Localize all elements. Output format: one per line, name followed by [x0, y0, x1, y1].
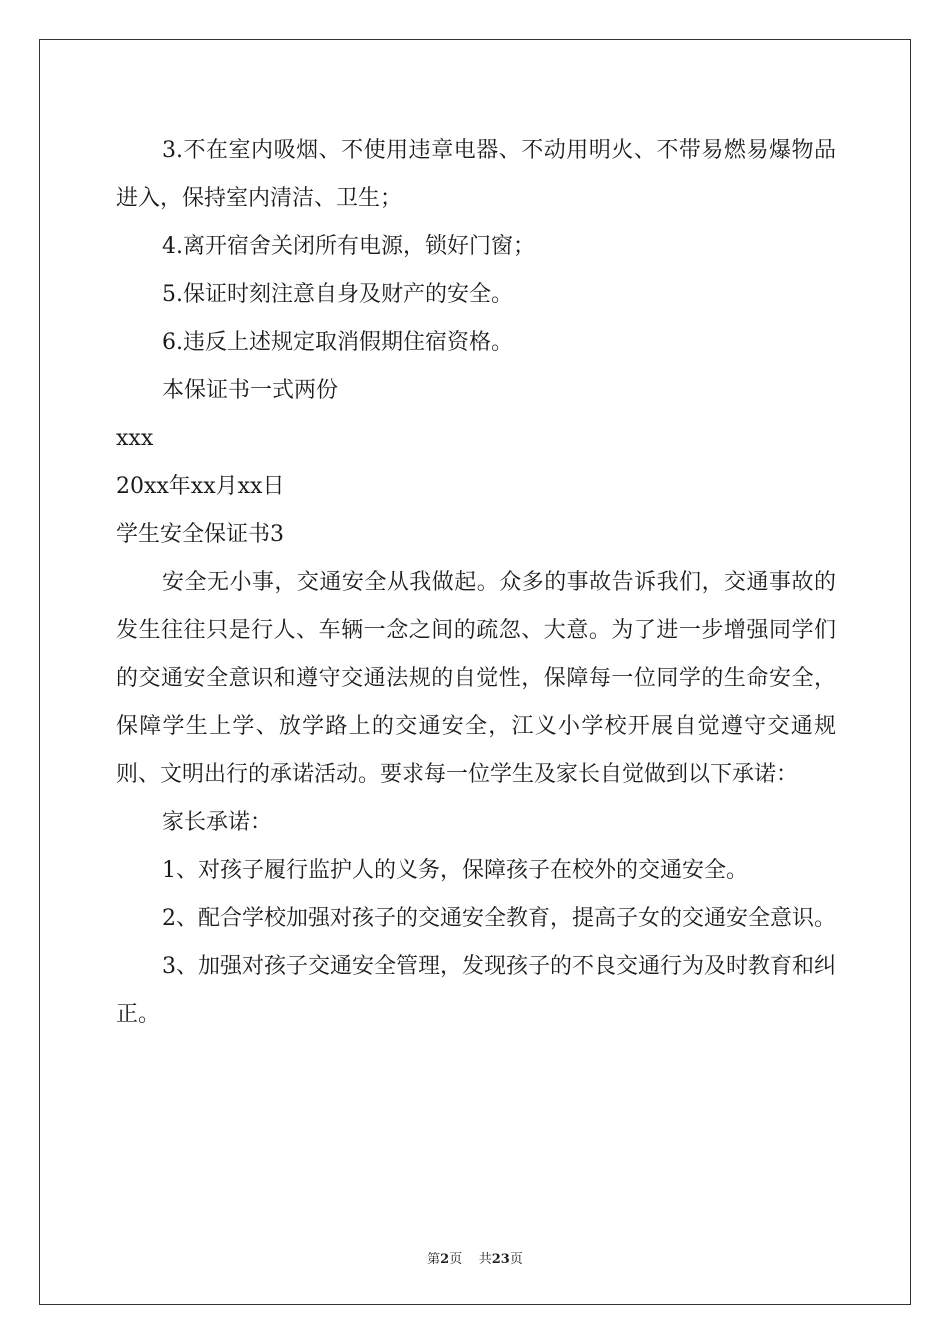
total-prefix: 共: [478, 1252, 492, 1267]
paragraph-intro: 安全无小事，交通安全从我做起。众多的事故告诉我们，交通事故的发生往往只是行人、车辆一念之间的疏忽、大意。为了进一步增强同学们的交通安全意识和遵守交通法规的自觉性，保障每一位同学的生命安全，保障学生上学、放学路上的交通安全，江义小学校开展自觉遵守交通规则、文明出行的承诺活动。要求每一位学生及家长自觉做到以下承诺：: [116, 570, 836, 787]
paragraph-rule-4: 4.离开宿舍关闭所有电源，锁好门窗；: [162, 234, 535, 259]
section-title: 学生安全保证书3: [116, 522, 284, 547]
paragraph-parent-item-3: 3、加强对孩子交通安全管理，发现孩子的不良交通行为及时教育和纠正。: [116, 954, 836, 1027]
page-suffix: 页: [449, 1252, 463, 1267]
paragraph-rule-5: 5.保证时刻注意自身及财产的安全。: [162, 282, 513, 307]
paragraph-parent-heading: 家长承诺：: [162, 810, 273, 835]
total-suffix: 页: [509, 1252, 523, 1267]
paragraph-rule-6: 6.违反上述规定取消假期住宿资格。: [162, 330, 513, 355]
paragraph-copies-note: 本保证书一式两份: [162, 378, 339, 403]
page-prefix: 第: [427, 1252, 441, 1267]
page-current: 2: [440, 1252, 450, 1267]
page-total: 23: [491, 1252, 510, 1267]
signature-date: 20xx年xx月xx日: [116, 474, 285, 499]
paragraph-parent-item-2: 2、配合学校加强对孩子的交通安全教育，提高子女的交通安全意识。: [162, 906, 836, 931]
page-footer: [0, 1248, 950, 1267]
signature-name: xxx: [116, 426, 154, 451]
paragraph-rule-3: 3.不在室内吸烟、不使用违章电器、不动用明火、不带易燃易爆物品进入，保持室内清洁、卫生；: [116, 138, 836, 211]
document-body: [116, 127, 836, 1039]
paragraph-parent-item-1: 1、对孩子履行监护人的义务，保障孩子在校外的交通安全。: [162, 858, 748, 883]
